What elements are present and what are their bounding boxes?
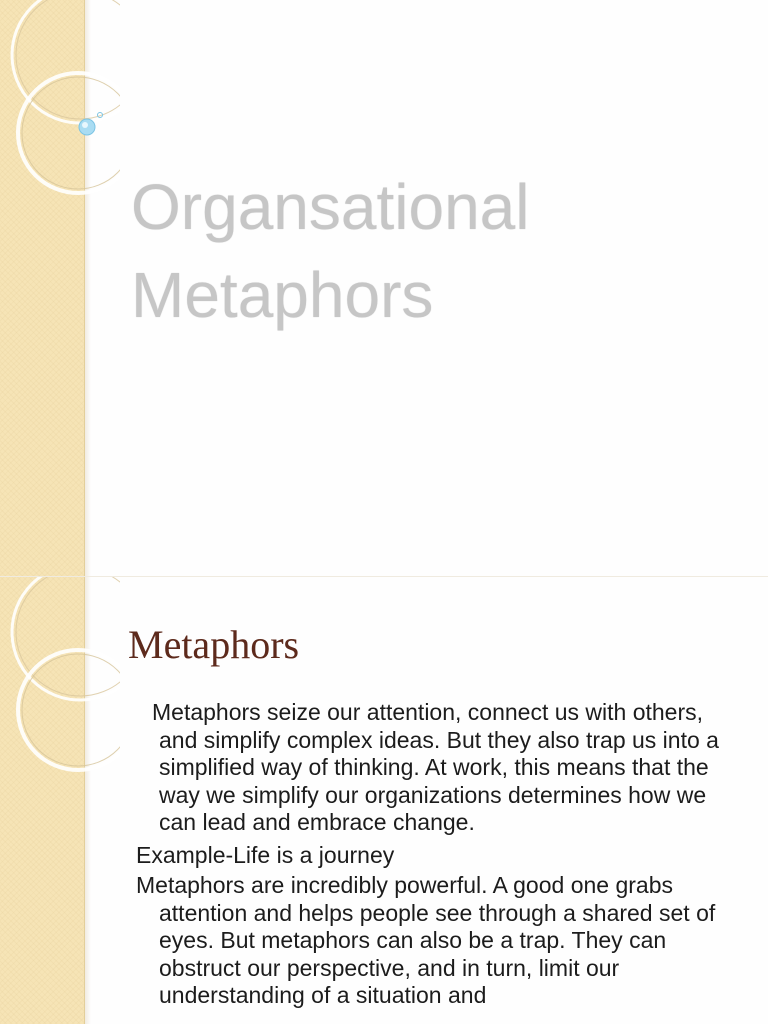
decorative-rings-icon	[0, 0, 120, 200]
body-paragraph: Metaphors are incredibly powerful. A good one grabs attention and helps people see through a shared set of eyes. But metaphors can also be a trap. They can obstruct our perspective, and in turn, limit our understanding of a situation and	[136, 872, 716, 1008]
body-paragraph: Metaphors seize our attention, connect us with others, and simplify complex ideas. But they also trap us into a simplified way of thinking. At work, this means that the way we simplify our organizations determines how we can lead and embrace change.	[152, 699, 719, 835]
decorative-rings-icon	[0, 577, 120, 777]
slide-body	[136, 699, 746, 1015]
title-line-2: Metaphors	[131, 259, 434, 331]
presentation-title	[131, 163, 731, 339]
slide-heading: Metaphors	[128, 622, 300, 667]
body-paragraph: Example-Life is a journey	[136, 841, 395, 868]
title-line-1: Organsational	[131, 171, 530, 243]
content-slide	[0, 577, 768, 1024]
